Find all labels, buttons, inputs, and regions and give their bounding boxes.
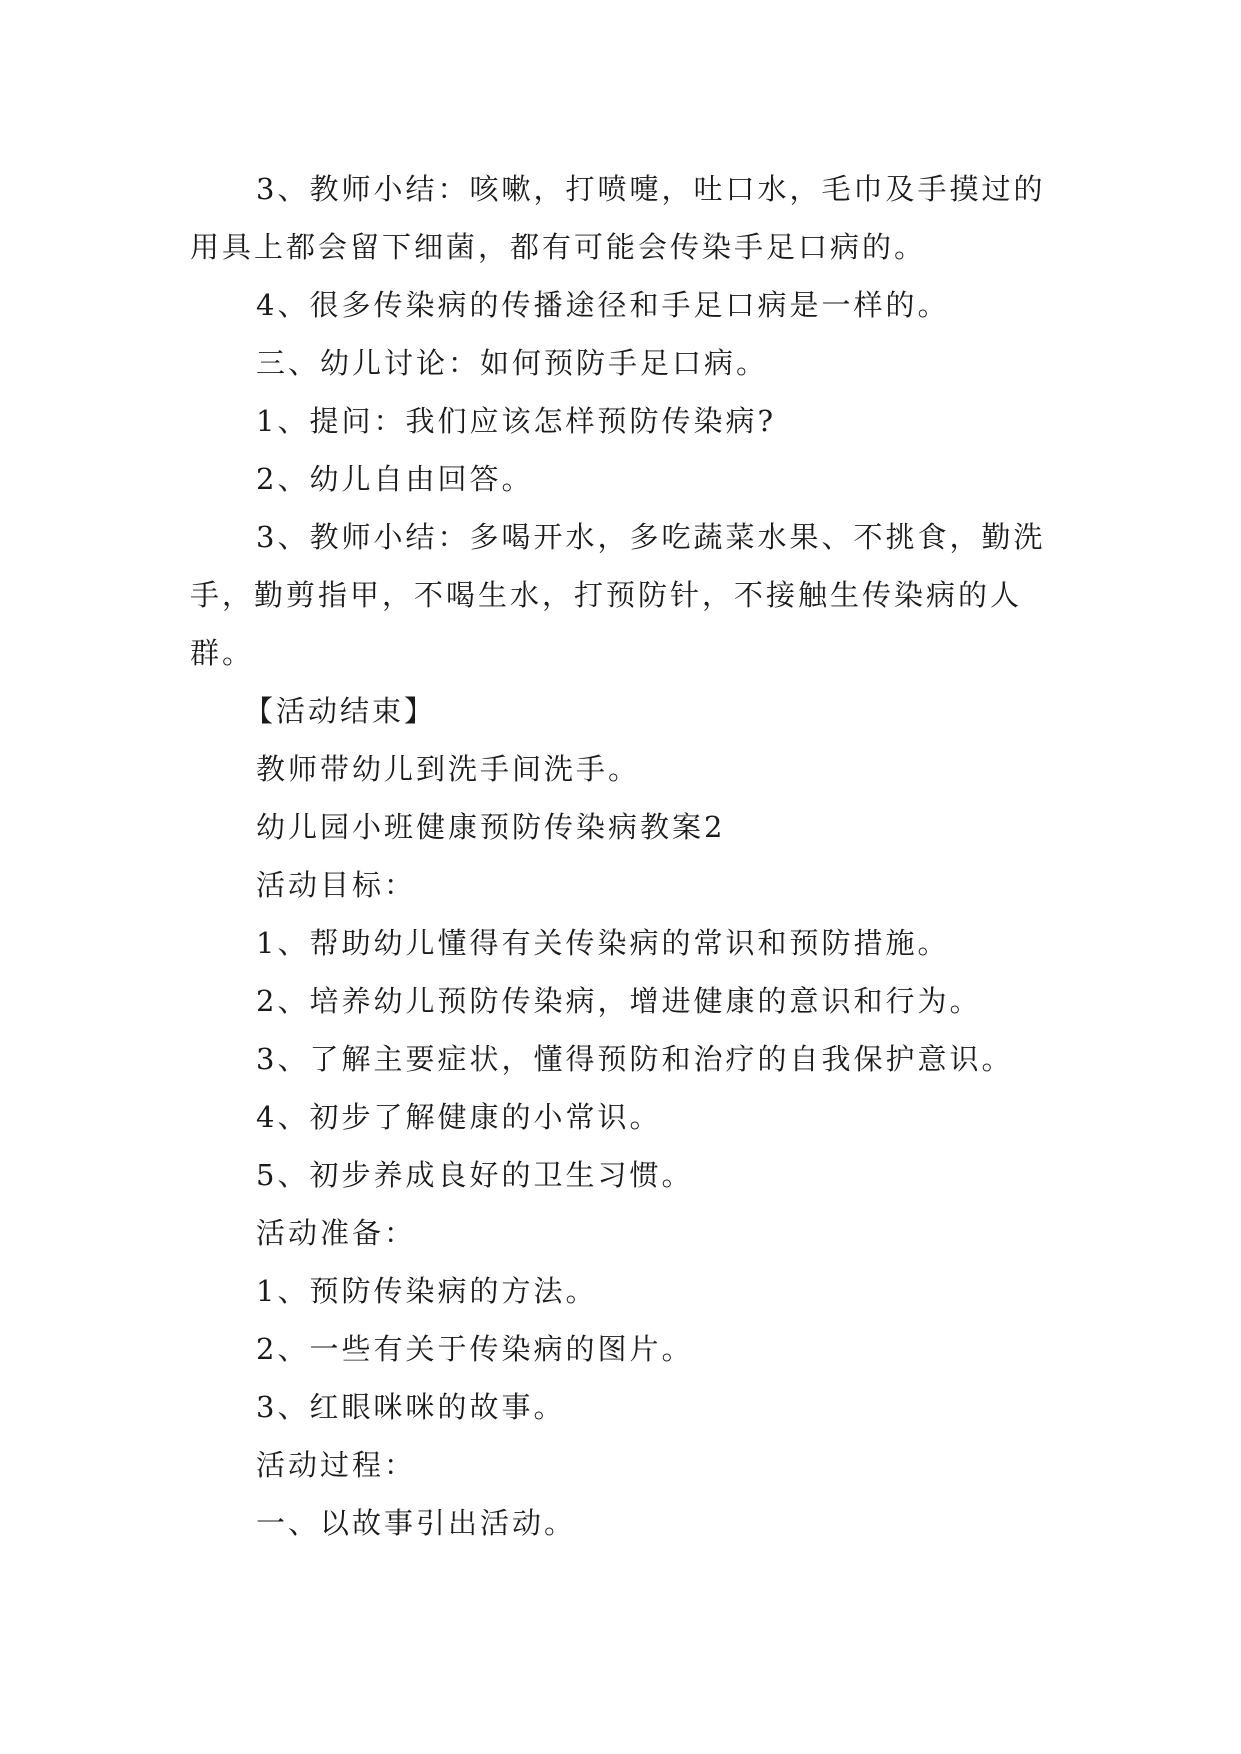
paragraph-goal-3: 3、了解主要症状，懂得预防和治疗的自我保护意识。 [256,1042,1014,1076]
paragraph-preparation-1: 1、预防传染病的方法。 [256,1274,598,1308]
paragraph-wash-hands: 教师带幼儿到洗手间洗手。 [256,752,641,786]
paragraph-teacher-summary-1: 3、教师小结：咳嗽，打喷嚏，吐口水，毛巾及手摸过的用具上都会留下细菌，都有可能会传染手足口病的。 [190,172,1046,264]
paragraph-section-discussion: 三、幼儿讨论：如何预防手足口病。 [256,346,769,380]
paragraph-preparation-2: 2、一些有关于传染病的图片。 [256,1332,694,1366]
paragraph-teacher-summary-2: 3、教师小结：多喝开水，多吃蔬菜水果、不挑食，勤洗手，勤剪指甲，不喝生水，打预防针，不接触生传染病的人群。 [190,520,1046,670]
paragraph-process-heading: 活动过程： [256,1448,417,1482]
paragraph-goal-4: 4、初步了解健康的小常识。 [256,1100,662,1134]
paragraph-goal-5: 5、初步养成良好的卫生习惯。 [256,1158,694,1192]
document-body [190,160,1060,1552]
paragraph-lesson-plan-title: 幼儿园小班健康预防传染病教案2 [256,810,726,844]
paragraph-transmission-routes: 4、很多传染病的传播途径和手足口病是一样的。 [256,288,950,322]
paragraph-free-answer: 2、幼儿自由回答。 [256,462,534,496]
paragraph-goal-2: 2、培养幼儿预防传染病，增进健康的意识和行为。 [256,984,982,1018]
paragraph-preparation-3: 3、红眼咪咪的故事。 [256,1390,566,1424]
paragraph-goal-1: 1、帮助幼儿懂得有关传染病的常识和预防措施。 [256,926,950,960]
paragraph-goals-heading: 活动目标： [256,868,417,902]
paragraph-activity-end-heading: 【活动结束】 [244,694,437,728]
paragraph-preparation-heading: 活动准备： [256,1216,417,1250]
paragraph-question: 1、提问：我们应该怎样预防传染病? [256,404,776,438]
paragraph-process-1: 一、以故事引出活动。 [256,1506,577,1540]
